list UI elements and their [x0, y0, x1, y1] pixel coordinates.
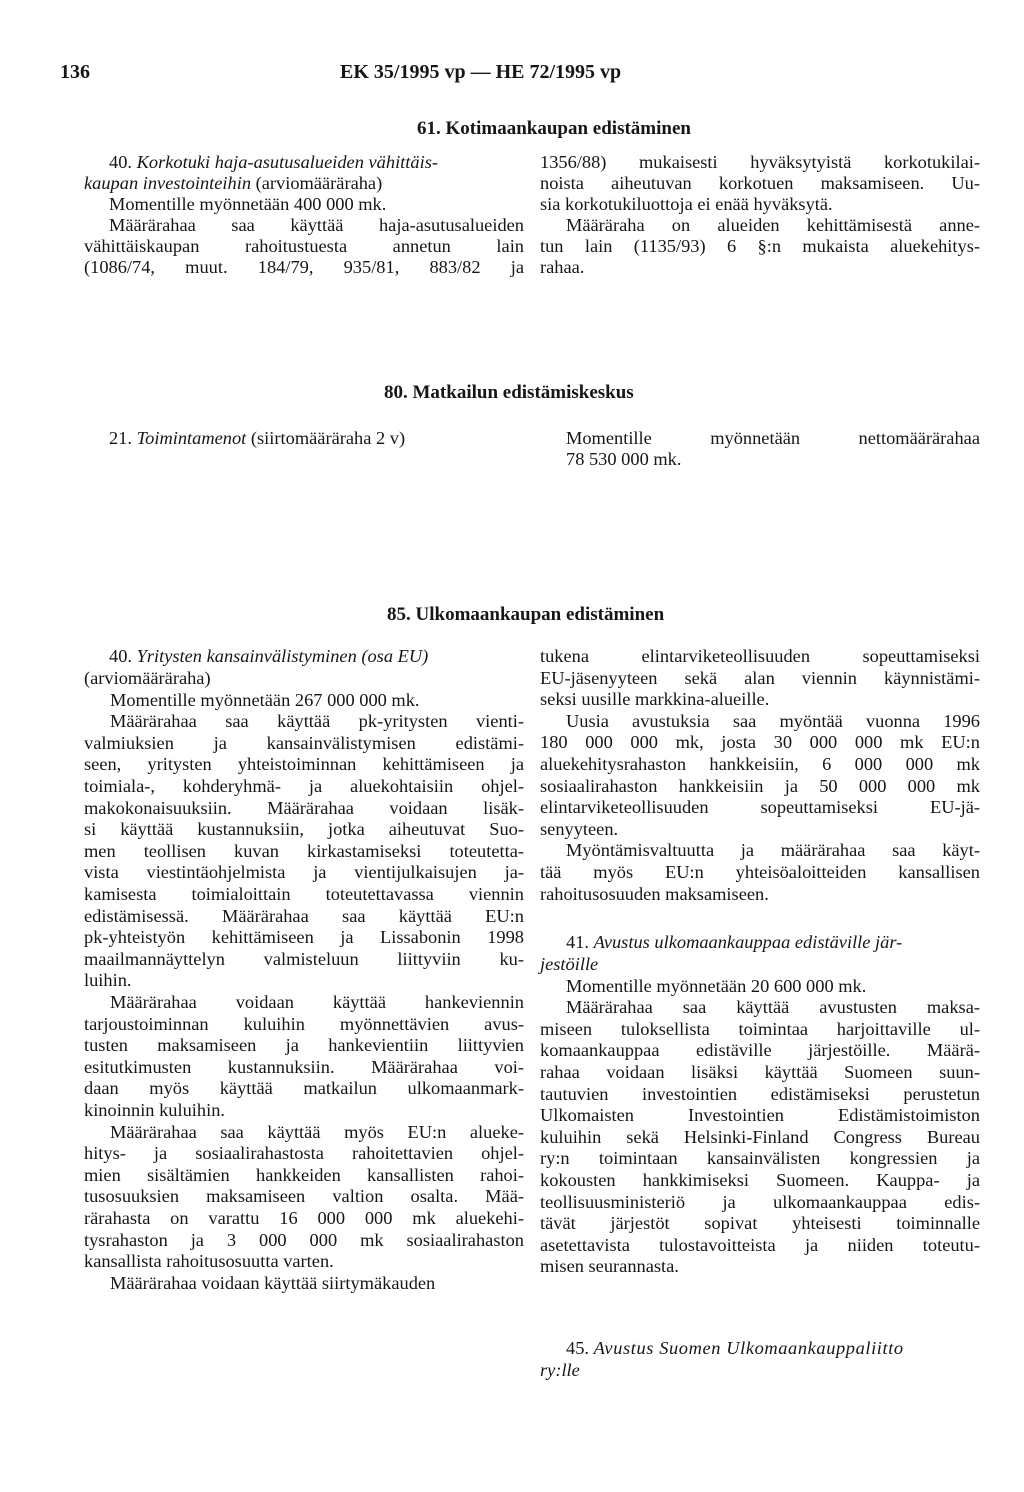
paragraph-line: valmiuksien ja kansainvälistymisen edistämi- — [84, 732, 524, 753]
paragraph-line: rahaa. — [540, 257, 585, 277]
paragraph-line: Momentille myönnetään nettomäärärahaa — [566, 428, 980, 448]
paragraph-line: Momentille myönnetään 400 000 mk. — [109, 194, 387, 214]
paragraph-line: seen, yritysten yhteistoiminnan kehittämiseen ja — [84, 754, 524, 775]
paragraph-line: Momentille myönnetään 267 000 000 mk. — [110, 689, 420, 710]
paragraph-line: kamisesta toimialoittain toteutettavassa viennin — [84, 883, 524, 904]
paragraph-line: teollisuusministeriö ja ulkomaankauppaa edis- — [540, 1191, 980, 1212]
paragraph-line: Määrärahaa voidaan käyttää hankeviennin — [110, 991, 524, 1012]
paragraph-line: tun lain (1135/93) 6 §:n mukaista aluekehitys- — [540, 236, 980, 256]
paragraph-line: luihin. — [84, 970, 132, 991]
paragraph-line: rahoitusosuuden maksamiseen. — [540, 883, 769, 904]
item-45-title-line2 — [540, 1360, 580, 1381]
paragraph-line: tautuvien investointien edistämiseksi perustetun — [540, 1083, 980, 1104]
paragraph-line: makokonaisuuksiin. Määrärahaa voidaan lisäk- — [84, 797, 524, 818]
paragraph-line: si käyttää kustannuksiin, jotka aiheutuvat Suo- — [84, 819, 524, 840]
paragraph-line: sosiaalirahaston hankkeisiin ja 50 000 000 mk — [540, 775, 980, 796]
item-21-title — [109, 428, 405, 449]
paragraph-line: hitys- ja sosiaalirahastosta rahoitettavien ohjel- — [84, 1143, 524, 1164]
item-number: 40. — [109, 646, 132, 666]
paragraph-line: pk-yhteistyön kehittämiseen ja Lissabonin 1998 — [84, 927, 524, 948]
item-number: 40. — [109, 152, 132, 172]
paragraph-line: kansallista rahoitusosuutta varten. — [84, 1251, 334, 1272]
item-title: Yritysten kansainvälistyminen (osa EU) — [136, 646, 429, 666]
paragraph-line: esitutkimusten kustannuksiin. Määrärahaa voi- — [84, 1056, 524, 1077]
item-number: 21. — [109, 428, 132, 448]
paragraph-line: maailmannäyttelyn valmisteluun liittyviin ku- — [84, 948, 524, 969]
paragraph-line: misen seurannasta. — [540, 1256, 679, 1277]
paragraph-line: tarjoustoiminnan kuluihin myönnettävien avus- — [84, 1013, 524, 1034]
item-title: Avustus ulkomaankauppaa edistäville jär- — [593, 932, 903, 952]
page-number: 136 — [60, 61, 90, 83]
item-number: 41. — [566, 932, 589, 952]
paragraph-line: kinoinnin kuluihin. — [84, 1099, 226, 1120]
paragraph-line: daan myös käyttää matkailun ulkomaanmark- — [84, 1078, 524, 1099]
paragraph-line: tysrahaston ja 3 000 000 mk sosiaalirahaston — [84, 1229, 524, 1250]
paragraph-line: (1086/74, muut. 184/79, 935/81, 883/82 ja — [84, 257, 524, 277]
paragraph-line: vista viestintäohjelmista ja vientijulkaisujen ja- — [84, 862, 524, 883]
item-40-title — [109, 646, 428, 667]
section-80-heading: 80. Matkailun edistämiskeskus — [384, 382, 634, 403]
paragraph-line: 1356/88) mukaisesti hyväksytyistä korkotukilai- — [540, 152, 980, 172]
paragraph-line: Momentille myönnetään 20 600 000 mk. — [566, 975, 867, 996]
item-number: 45. — [566, 1338, 589, 1358]
item-type: (arviomääräraha) — [84, 668, 211, 688]
paragraph-line: mien sisältämien hankkeiden kansallisten rahoi- — [84, 1164, 524, 1185]
paragraph-line: miseen tuloksellista toimintaa harjoittaville ul- — [540, 1018, 980, 1039]
paragraph-line: tukena elintarviketeollisuuden sopeuttamiseksi — [540, 646, 980, 666]
paragraph-line: kuluihin sekä Helsinki-Finland Congress Bureau — [540, 1126, 980, 1147]
paragraph-line: ry:n toimintaan kansainvälisten kongressien ja — [540, 1148, 980, 1169]
paragraph-line: seksi uusille markkina-alueille. — [540, 689, 770, 710]
item-title: ry:lle — [540, 1360, 580, 1380]
item-title: Korkotuki haja-asutusalueiden vähittäis- — [136, 152, 438, 172]
paragraph-line: sia korkotukiluottoja ei enää hyväksytä. — [540, 194, 833, 214]
section-61-heading: 61. Kotimaankaupan edistäminen — [417, 118, 691, 139]
paragraph-line: noista aiheutuvan korkotuen maksamiseen. Uu- — [540, 173, 980, 193]
paragraph-line: edistämisessä. Määrärahaa saa käyttää EU:n — [84, 905, 524, 926]
item-40-title-line1 — [109, 152, 438, 173]
paragraph-line: tusosuuksien maksamiseen valtion osalta. Mää- — [84, 1186, 524, 1207]
item-title: jestöille — [540, 954, 599, 974]
paragraph-line: toimiala-, kohderyhmä- ja aluekohtaisiin ohjel- — [84, 775, 524, 796]
paragraph-line: Määrärahaa saa käyttää avustusten maksa- — [566, 997, 980, 1018]
paragraph-line: Määrärahaa saa käyttää pk-yritysten vienti- — [110, 711, 524, 732]
paragraph-line: komaankauppaa edistäville järjestöille. Määrä- — [540, 1040, 980, 1061]
paragraph-line: 180 000 000 mk, josta 30 000 000 mk EU:n — [540, 732, 980, 753]
paragraph-line: 78 530 000 mk. — [566, 449, 682, 469]
paragraph-line: Määräraha on alueiden kehittämisestä anne- — [566, 215, 980, 235]
paragraph-line: Ulkomaisten Investointien Edistämistoimiston — [540, 1105, 980, 1126]
paragraph-line: elintarviketeollisuuden sopeuttamiseksi EU-jä- — [540, 797, 980, 818]
document-title: EK 35/1995 vp — HE 72/1995 vp — [340, 61, 622, 83]
item-title: Toimintamenot — [136, 428, 247, 448]
paragraph-line: Myöntämisvaltuutta ja määrärahaa saa käyt- — [566, 840, 980, 861]
item-type: (arviomääräraha) — [255, 173, 383, 193]
paragraph-line: aluekehitysrahaston hankkeisiin, 6 000 000 mk — [540, 754, 980, 774]
paragraph-line: tusten maksamiseen ja hankevientiin liittyvien — [84, 1035, 524, 1056]
item-40-title-line2 — [84, 173, 382, 194]
paragraph-line: senyyteen. — [540, 818, 619, 839]
item-title: kaupan investointeihin — [84, 173, 252, 193]
section-85-heading: 85. Ulkomaankaupan edistäminen — [387, 604, 665, 625]
paragraph-line: tää myös EU:n yhteisöaloitteiden kansallisen — [540, 862, 980, 882]
paragraph-line: men teollisen kuvan kirkastamiseksi toteutetta- — [84, 840, 524, 861]
item-45-title-line1 — [566, 1338, 904, 1359]
paragraph-line: tävät järjestöt sopivat yhteisesti toiminnalle — [540, 1213, 980, 1234]
paragraph-line: kokousten hankkimiseksi Suomeen. Kauppa- ja — [540, 1169, 980, 1190]
paragraph-line: EU-jäsenyyteen sekä alan viennin käynnistämi- — [540, 667, 980, 688]
paragraph-line: vähittäiskaupan rahoitustuesta annetun lain — [84, 236, 524, 256]
paragraph-line: Määrärahaa voidaan käyttää siirtymäkauden — [110, 1272, 436, 1293]
item-type: (siirtomääräraha 2 v) — [250, 428, 406, 448]
paragraph-line: asetettavista tulostavoitteista ja niiden toteutu- — [540, 1234, 980, 1255]
paragraph-line: Määrärahaa saa käyttää myös EU:n alueke- — [110, 1121, 524, 1142]
paragraph-line: rahaa voidaan lisäksi käyttää Suomeen suun- — [540, 1061, 980, 1082]
item-title: Avustus Suomen Ulkomaankauppaliitto — [593, 1338, 904, 1358]
paragraph-line: Uusia avustuksia saa myöntää vuonna 1996 — [566, 710, 980, 731]
item-41-title-line1 — [566, 932, 902, 953]
paragraph-line: Määrärahaa saa käyttää haja-asutusalueiden — [109, 215, 524, 235]
paragraph-line: rärahasta on varattu 16 000 000 mk aluekehi- — [84, 1207, 524, 1228]
item-41-title-line2 — [540, 954, 598, 975]
